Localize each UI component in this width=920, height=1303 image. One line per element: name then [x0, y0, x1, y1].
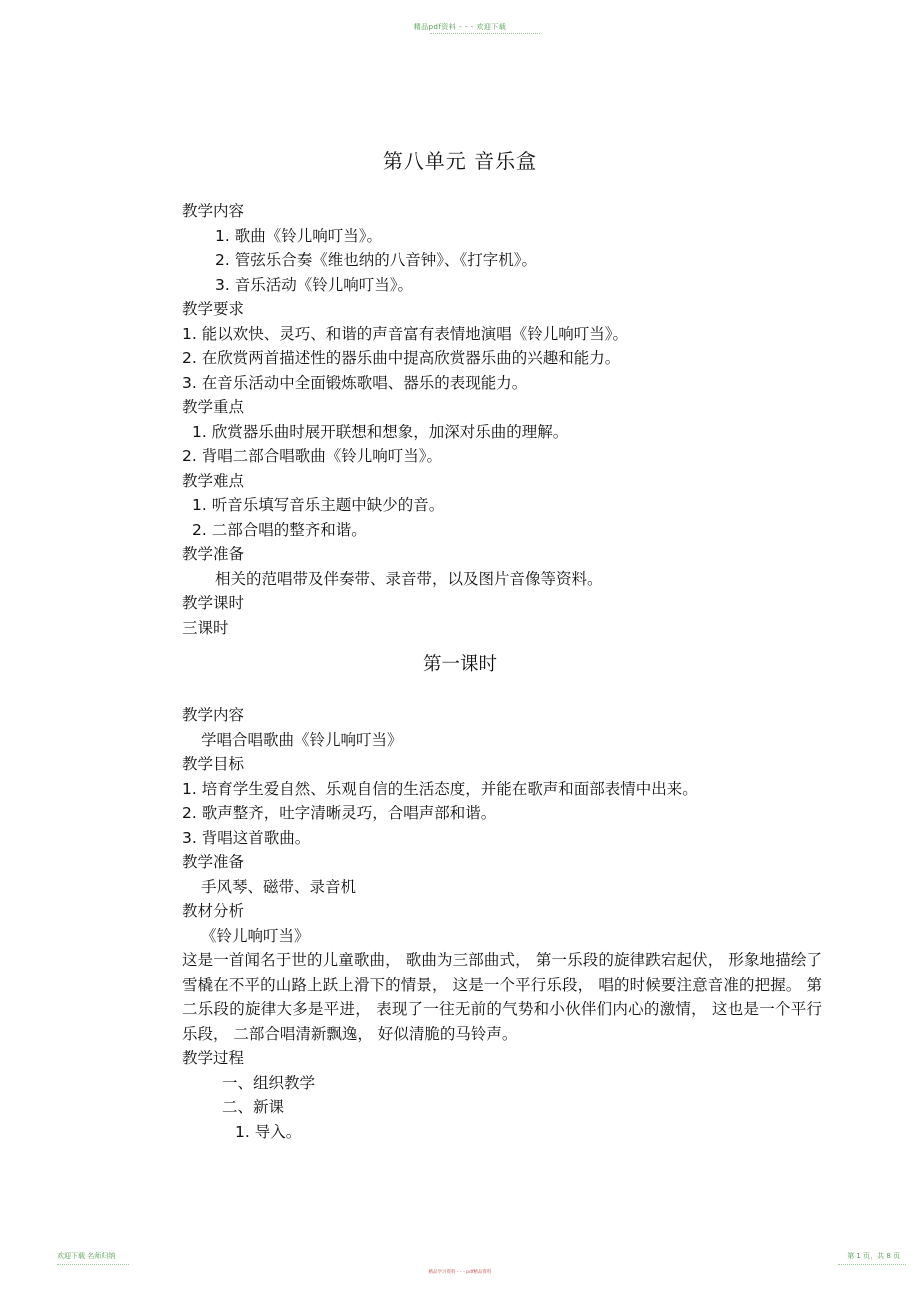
objective-item: 1. 培育学生爱自然、乐观自信的生活态度，并能在歌声和面部表情中出来。	[182, 779, 698, 798]
lesson-section	[182, 703, 822, 1144]
content-item: 3. 音乐活动《铃儿响叮当》。	[215, 275, 413, 294]
heading-preparation: 教学准备	[182, 545, 245, 563]
footer-center-watermark: 精品学习资料 - - - pdf精品资料	[428, 1270, 492, 1275]
key-point-item: 2. 背唱二部合唱歌曲《铃儿响叮当》。	[182, 447, 442, 465]
periods-text: 三课时	[182, 618, 229, 637]
footer-left-text: 欢迎下载 名师归纳	[57, 1252, 116, 1260]
process-step: 二、新课	[222, 1098, 285, 1116]
overview-section	[182, 199, 822, 640]
requirement-item: 1. 能以欢快、灵巧、和谐的声音富有表情地演唱《铃儿响叮当》。	[182, 324, 628, 343]
requirement-item: 2. 在欣赏两首描述性的器乐曲中提高欣赏器乐曲的兴趣和能力。	[182, 349, 621, 367]
analysis-paragraph: 这是一首闻名于世的儿童歌曲， 歌曲为三部曲式， 第一乐段的旋律跌宕起伏， 形象地描绘了雪橇在不平的山路上跃上滑下的情景， 这是一个平行乐段， 唱的时候要注意音准的把握。 第二乐段的旋律大多是平进， 表现了一往无前的气势和小伙伴们内心的激情， 这也是一个平行乐段， 二部合唱清新飘逸， 好似清脆的马铃声。	[182, 951, 822, 1043]
requirement-item: 3. 在音乐活动中全面锻炼歌唱、器乐的表现能力。	[182, 373, 528, 392]
header-dotted-rule	[430, 33, 540, 34]
heading-requirements: 教学要求	[182, 300, 245, 318]
objective-item: 3. 背唱这首歌曲。	[182, 828, 311, 847]
lesson-content-text: 学唱合唱歌曲《铃儿响叮当》	[201, 730, 403, 749]
heading-content: 教学内容	[182, 202, 245, 220]
key-point-item: 1. 欣赏器乐曲时展开联想和想象，加深对乐曲的理解。	[192, 422, 569, 441]
heading-process: 教学过程	[182, 1049, 245, 1067]
lesson-title: 第一课时	[422, 654, 497, 675]
heading-difficulties: 教学难点	[182, 471, 245, 490]
heading-lesson-content: 教学内容	[182, 706, 245, 724]
page-number: 第 1 页，共 8 页	[847, 1252, 900, 1260]
song-title: 《铃儿响叮当》	[201, 926, 310, 945]
footer-left-dotted-rule	[57, 1264, 129, 1265]
heading-material-analysis: 教材分析	[182, 902, 245, 920]
process-step: 一、组织教学	[222, 1073, 316, 1092]
difficulty-item: 1. 听音乐填写音乐主题中缺少的音。	[192, 496, 445, 514]
preparation-text: 相关的范唱带及伴奏带、录音带，以及图片音像等资料。	[215, 569, 603, 588]
heading-objectives: 教学目标	[182, 755, 245, 773]
footer-right-dotted-rule	[838, 1264, 906, 1265]
difficulty-item: 2. 二部合唱的整齐和谐。	[192, 520, 367, 539]
heading-periods: 教学课时	[182, 594, 245, 612]
objective-item: 2. 歌声整齐，吐字清晰灵巧，合唱声部和谐。	[182, 804, 497, 822]
process-substep: 1. 导入。	[235, 1122, 302, 1141]
header-watermark: 精品pdf资料 - - - 欢迎下载	[413, 23, 507, 31]
heading-lesson-preparation: 教学准备	[182, 853, 245, 871]
content-item: 2. 管弦乐合奏《维也纳的八音钟》、《打字机》。	[215, 251, 537, 269]
lesson-preparation-text: 手风琴、磁带、录音机	[201, 877, 357, 896]
heading-key-points: 教学重点	[182, 398, 245, 416]
unit-title: 第八单元 音乐盒	[382, 149, 538, 173]
content-item: 1. 歌曲《铃儿响叮当》。	[215, 226, 382, 245]
